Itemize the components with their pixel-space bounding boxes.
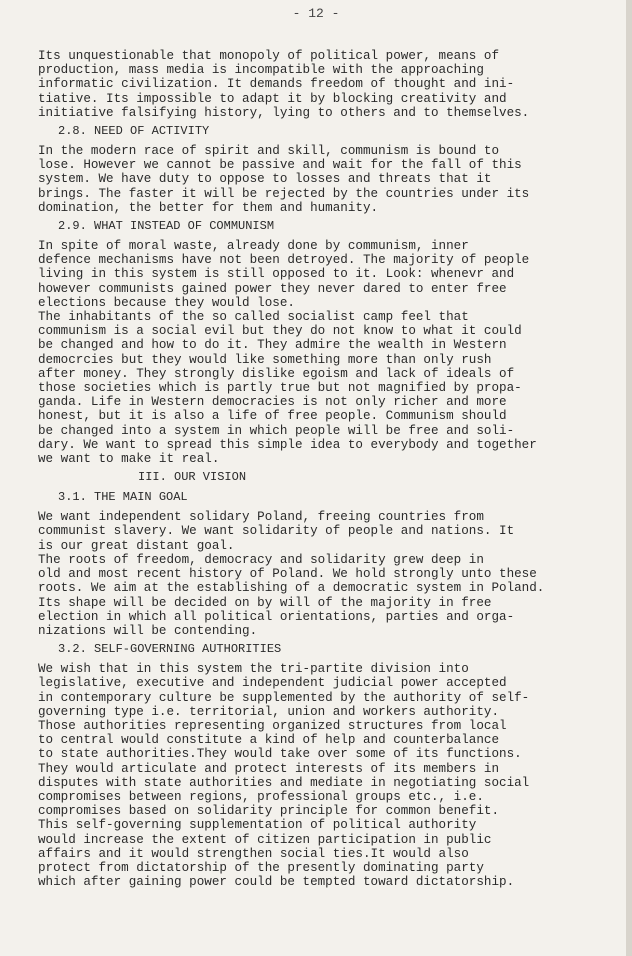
section-heading-3-2: 3.2. SELF-GOVERNING AUTHORITIES [58,642,282,657]
section-heading-3-1: 3.1. THE MAIN GOAL [58,490,188,505]
text-line: would increase the extent of citizen participation in public [38,832,492,847]
section-2-8-paragraph [38,144,598,215]
intro-paragraph [38,49,598,120]
text-line: nizations will be contending. [38,623,258,638]
text-line: communist slavery. We want solidarity of people and nations. It [38,524,515,539]
section-3-2-paragraph-2 [38,818,598,889]
text-line: Those authorities representing organized structures from local [38,718,507,733]
section-2-9-paragraph-2 [38,310,598,466]
text-line: in contemporary culture be supplemented by the authority of self- [38,690,530,705]
text-line: be changed into a system in which people will be free and soli- [38,423,515,438]
text-line: initiative falsifying history, lying to others and to themselves. [38,105,530,120]
text-line: those societies which is partly true but not magnified by propa- [38,381,522,396]
text-line: They would articulate and protect interests of its members in [38,761,500,776]
text-line: dary. We want to spread this simple idea to everybody and together [38,437,537,452]
text-line: communism is a social evil but they do not know to what it could [38,324,522,339]
text-line: This self-governing supplementation of political authority [38,818,477,833]
text-line: protect from dictatorship of the presently dominating party [38,860,484,875]
text-line: compromises between regions, professional groups etc., i.e. [38,789,484,804]
text-line: In spite of moral waste, already done by communism, inner [38,239,469,254]
page-number: - 12 - [292,6,340,21]
text-line: honest, but it is also a life of free people. Communism should [38,409,507,424]
text-line: legislative, executive and independent judicial power accepted [38,676,507,691]
text-line: to state authorities.They would take over some of its functions. [38,747,522,762]
part-heading-our-vision: III. OUR VISION [138,470,247,485]
text-line: domination, the better for them and humanity. [38,200,379,215]
document-body [38,49,598,893]
text-line: disputes with state authorities and mediate in negotiating social [38,775,530,790]
text-line: which after gaining power could be tempted toward dictatorship. [38,875,515,890]
text-line: Its shape will be decided on by will of the majority in free [38,595,492,610]
section-2-9-paragraph-1 [38,239,598,310]
text-line: Its unquestionable that monopoly of political power, means of [38,49,500,63]
text-line: We want independent solidary Poland, freeing countries from [38,510,484,525]
text-line: The inhabitants of the so called socialist camp feel that [38,310,469,325]
text-line: brings. The faster it will be rejected by the countries under its [38,186,530,201]
text-line: we want to make it real. [38,452,220,467]
text-line: however communists gained power they never dared to enter free [38,281,507,296]
section-heading-2-9: 2.9. WHAT INSTEAD OF COMMUNISM [58,219,275,234]
text-line: to central would constitute a kind of help and counterbalance [38,733,500,748]
text-line: elections because they would lose. [38,295,295,310]
text-line: ganda. Life in Western democracies is not only richer and more [38,395,507,410]
text-line: tiative. Its impossible to adapt it by blocking creativity and [38,91,507,106]
section-heading-2-8: 2.8. NEED OF ACTIVITY [58,124,210,139]
text-line: is our great distant goal. [38,538,235,553]
text-line: defence mechanisms have not been detroyed. The majority of people [38,253,530,268]
text-line: informatic civilization. It demands freedom of thought and ini- [38,77,515,92]
section-3-1-paragraph-1 [38,510,598,553]
text-line: We wish that in this system the tri-partite division into [38,662,469,677]
text-line: affairs and it would strengthen social ties.It would also [38,846,469,861]
text-line: compromises based on solidarity principle for common benefit. [38,804,500,819]
text-line: election in which all political orientations, parties and orga- [38,609,515,624]
text-line: production, mass media is incompatible with the approaching [38,63,484,78]
text-line: old and most recent history of Poland. We hold strongly unto these [38,567,537,582]
text-line: living in this system is still opposed to it. Look: whenevr and [38,267,515,282]
text-line: roots. We aim at the establishing of a democratic system in Poland. [38,581,545,596]
text-line: democrcies but they would like something more than only rush [38,352,492,367]
text-line: after money. They strongly dislike egoism and lack of ideals of [38,366,515,381]
section-3-2-paragraph-1 [38,662,598,818]
text-line: lose. However we cannot be passive and wait for the fall of this [38,158,522,173]
text-line: system. We have duty to oppose to losses and threats that it [38,172,492,187]
page-edge-shadow [626,0,632,956]
text-line: The roots of freedom, democracy and solidarity grew deep in [38,552,484,567]
text-line: governing type i.e. territorial, union and workers authority. [38,704,500,719]
text-line: In the modern race of spirit and skill, communism is bound to [38,144,500,159]
section-3-1-paragraph-2 [38,553,598,638]
text-line: be changed and how to do it. They admire the wealth in Western [38,338,507,353]
